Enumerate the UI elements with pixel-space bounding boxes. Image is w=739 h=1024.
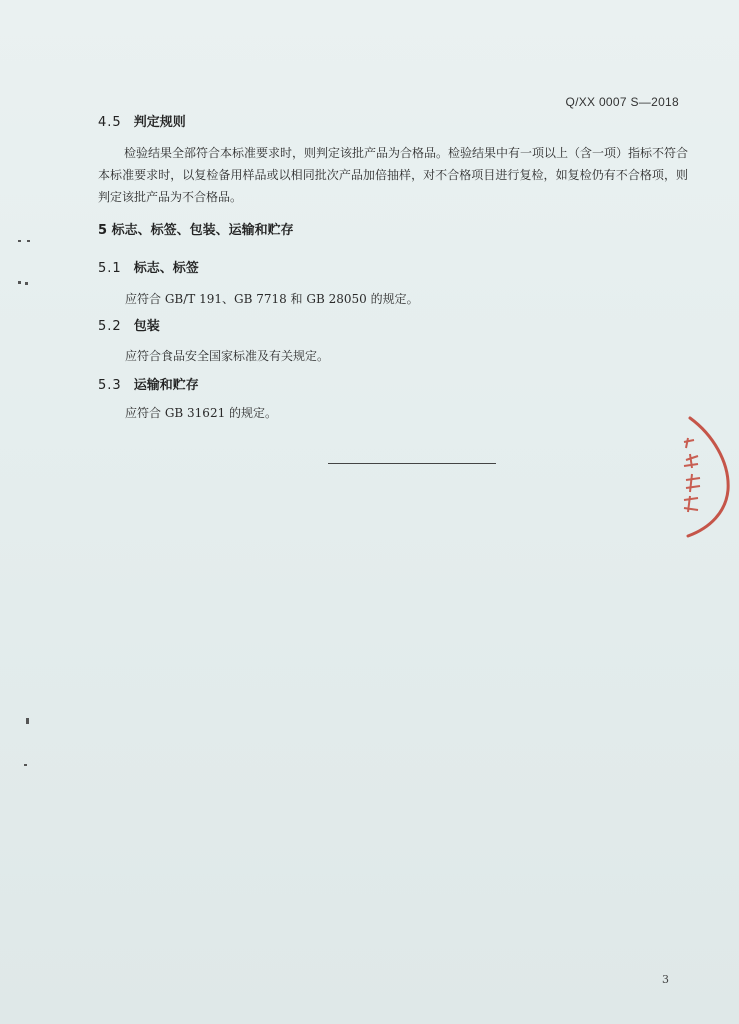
page-number: 3 [662, 973, 669, 986]
clause-5-1-body: 应符合 GB/T 191、GB 7718 和 GB 28050 的规定。 [125, 292, 419, 306]
clause-number: 5.3 [98, 378, 122, 393]
scan-speck [26, 718, 29, 724]
clause-number: 5.2 [98, 319, 122, 334]
clause-title: 运输和贮存 [133, 378, 199, 393]
clause-5-3-body: 应符合 GB 31621 的规定。 [125, 406, 278, 420]
clause-5-1-heading [98, 257, 199, 276]
clause-number: 5.1 [98, 261, 122, 276]
red-seal-stamp [672, 412, 739, 542]
clause-4-5-heading [98, 111, 186, 130]
scan-speck [25, 282, 28, 285]
clause-5-2-heading [98, 315, 160, 334]
clause-5-2-body: 应符合食品安全国家标准及有关规定。 [125, 349, 330, 363]
scan-speck [24, 764, 27, 766]
scan-speck [18, 240, 21, 242]
standard-code: Q/XX 0007 S—2018 [565, 95, 679, 109]
clause-title: 标志、标签 [133, 261, 199, 276]
clause-title: 判定规则 [133, 115, 186, 130]
clause-number: 4.5 [98, 115, 122, 130]
scan-speck [18, 281, 21, 284]
clause-title: 包装 [133, 319, 160, 334]
clause-5-3-heading [98, 374, 199, 393]
chapter-5-heading: 5 标志、标签、包装、运输和贮存 [98, 223, 294, 238]
end-of-text-line [328, 463, 496, 464]
scan-speck [27, 240, 30, 242]
clause-4-5-paragraph: 检验结果全部符合本标准要求时，则判定该批产品为合格品。检验结果中有一项以上（含一项）指标不符合本标准要求时，以复检备用样品或以相同批次产品加倍抽样，对不合格项目进行复检，如复检仍有不合格项，则判定该批产品为不合格品。 [98, 146, 689, 204]
